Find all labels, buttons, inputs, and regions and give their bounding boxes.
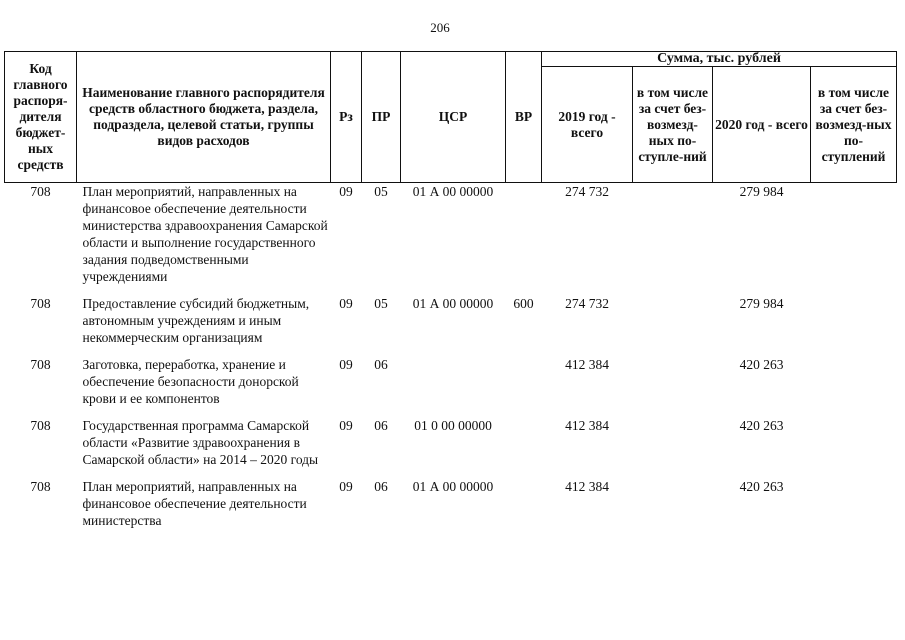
table-row	[5, 417, 897, 478]
table-row	[5, 295, 897, 356]
header-csr: ЦСР	[401, 52, 506, 183]
cell-free-2019	[633, 478, 713, 529]
table-row	[5, 356, 897, 417]
cell-csr: 01 0 00 00000	[414, 418, 492, 433]
cell-rz: 09	[339, 479, 353, 494]
cell-name: План мероприятий, направленных на финансовое обеспечение деятельности министерства здравоохранения Самарской области и выполнение государственного задания подведомственными учреждениями	[82, 184, 328, 284]
cell-vr	[506, 417, 542, 478]
cell-free-2020	[811, 295, 897, 356]
cell-free-2019	[633, 417, 713, 478]
cell-code: 708	[30, 184, 51, 199]
cell-total-2020: 420 263	[739, 357, 784, 372]
header-code: Код главного распоря-дителя бюджет-ных средств	[5, 52, 77, 183]
cell-total-2019: 412 384	[565, 479, 609, 494]
cell-csr: 01 А 00 00000	[412, 184, 494, 199]
cell-pr: 05	[374, 184, 388, 199]
cell-free-2020	[811, 356, 897, 417]
cell-code: 708	[30, 357, 51, 372]
header-free-2020: в том числе за счет без-возмезд-ных по-ступлений	[811, 67, 897, 183]
cell-csr: 01 А 00 00000	[412, 296, 494, 311]
cell-free-2019	[633, 183, 713, 296]
cell-pr: 06	[374, 418, 388, 433]
cell-total-2019: 274 732	[565, 296, 609, 311]
header-rz: Рз	[331, 52, 362, 183]
header-free-2019: в том числе за счет без-возмезд-ных по-ступле-ний	[633, 67, 713, 183]
cell-rz: 09	[339, 418, 353, 433]
cell-vr	[506, 356, 542, 417]
cell-rz: 09	[339, 357, 353, 372]
cell-total-2020: 279 984	[739, 184, 784, 199]
cell-name: План мероприятий, направленных на финансовое обеспечение деятельности министерства	[82, 479, 307, 528]
cell-name: Предоставление субсидий бюджетным, автономным учреждениям и иным некоммерческим организациям	[82, 296, 310, 345]
cell-total-2019: 412 384	[565, 357, 609, 372]
table-row	[5, 478, 897, 529]
cell-pr: 05	[374, 296, 388, 311]
cell-free-2020	[811, 478, 897, 529]
cell-total-2020: 279 984	[739, 296, 784, 311]
cell-rz: 09	[339, 296, 353, 311]
cell-vr: 600	[513, 296, 534, 311]
cell-total-2020: 420 263	[739, 418, 784, 433]
header-name: Наименование главного распорядителя средств областного бюджета, раздела, подраздела, целевой статьи, группы видов расходов	[77, 52, 331, 183]
table-header	[5, 52, 897, 183]
cell-name: Заготовка, переработка, хранение и обеспечение безопасности донорской крови и ее компонентов	[82, 357, 299, 406]
cell-pr: 06	[374, 357, 388, 372]
cell-free-2020	[811, 417, 897, 478]
header-total-2019: 2019 год - всего	[542, 67, 633, 183]
cell-free-2019	[633, 295, 713, 356]
header-pr: ПР	[362, 52, 401, 183]
header-total-2020: 2020 год - всего	[713, 67, 811, 183]
cell-name: Государственная программа Самарской области «Развитие здравоохранения в Самарской области» на 2014 – 2020 годы	[82, 418, 319, 467]
page-number: 206	[430, 20, 450, 35]
cell-total-2019: 274 732	[565, 184, 609, 199]
cell-vr	[506, 478, 542, 529]
cell-csr	[401, 356, 506, 417]
cell-code: 708	[30, 479, 51, 494]
table-row	[5, 183, 897, 296]
cell-total-2019: 412 384	[565, 418, 609, 433]
cell-free-2020	[811, 183, 897, 296]
cell-code: 708	[30, 418, 51, 433]
header-sum-group: Сумма, тыс. рублей	[542, 52, 897, 67]
cell-rz: 09	[339, 184, 353, 199]
cell-csr: 01 А 00 00000	[412, 479, 494, 494]
cell-pr: 06	[374, 479, 388, 494]
cell-code: 708	[30, 296, 51, 311]
cell-total-2020: 420 263	[739, 479, 784, 494]
header-vr: ВР	[506, 52, 542, 183]
cell-free-2019	[633, 356, 713, 417]
cell-vr	[506, 183, 542, 296]
budget-table	[4, 51, 897, 529]
